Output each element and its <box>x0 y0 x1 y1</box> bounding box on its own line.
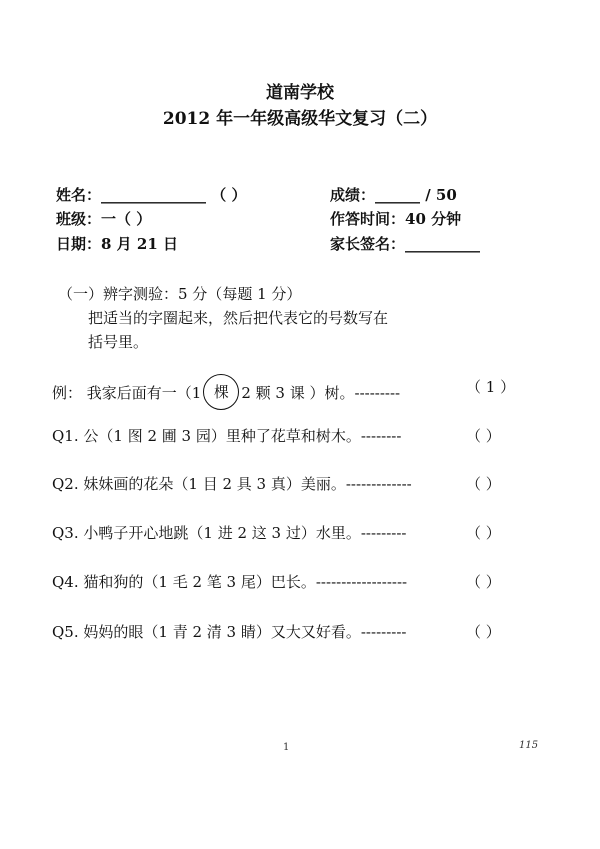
answer-blank: （ ） <box>466 524 501 542</box>
question-row <box>52 571 407 592</box>
instruction-line-2: 括号里。 <box>88 333 149 351</box>
example-text-after: 2 颗 3 课 ）树。--------- <box>241 384 401 402</box>
question-text: 公（1 图 2 圃 3 园）里种了花草和树木。-------- <box>83 427 402 445</box>
example-label: 例： <box>52 384 83 402</box>
worksheet-title: 2012 年一年级高级华文复习（二） <box>162 109 438 129</box>
question-text: 猫和狗的（1 毛 2 笔 3 尾）巴长。------------------ <box>83 573 408 591</box>
section-heading: （一）辨字测验：5 分（每题 1 分） <box>58 285 302 303</box>
corner-handwritten-mark: 115 <box>519 740 539 751</box>
question-label: Q2. <box>52 475 79 493</box>
answer-blank: （ ） <box>466 573 501 591</box>
question-text: 妹妹画的花朵（1 目 2 具 3 真）美丽。------------- <box>83 475 412 493</box>
answer-blank: （ ） <box>466 623 501 641</box>
class-field: 班级：一（ ） <box>56 210 152 228</box>
question-text: 妈妈的眼（1 青 2 清 3 睛）又大又好看。--------- <box>83 623 407 641</box>
question-label: Q4. <box>52 573 79 591</box>
page-number: 1 <box>283 742 290 753</box>
parent-signature-field: 家长签名：__________ <box>330 235 481 253</box>
question-label: Q3. <box>52 524 79 542</box>
example-text-before: 我家后面有一（1 <box>86 384 202 402</box>
date-field: 日期：8 月 21 日 <box>56 235 178 253</box>
question-text: 小鸭子开心地跳（1 进 2 这 3 过）水里。--------- <box>83 524 407 542</box>
time-field: 作答时间：40 分钟 <box>330 210 462 228</box>
instruction-line-1: 把适当的字圈起来，然后把代表它的号数写在 <box>88 309 389 327</box>
answer-blank: （ ） <box>466 475 501 493</box>
school-name: 道南学校 <box>266 83 334 103</box>
score-field: 成绩：______ / 50 <box>330 186 457 204</box>
question-row <box>52 425 401 446</box>
question-row <box>52 522 406 543</box>
question-label: Q5. <box>52 623 79 641</box>
question-row <box>52 473 412 494</box>
question-row <box>52 621 406 642</box>
answer-blank: （ ） <box>466 427 501 445</box>
question-label: Q1. <box>52 427 79 445</box>
circled-answer: 棵 <box>203 374 239 410</box>
example-answer: （ 1 ） <box>466 378 516 396</box>
example-row <box>52 376 400 412</box>
name-field: 姓名：______________ （ ） <box>56 186 247 204</box>
